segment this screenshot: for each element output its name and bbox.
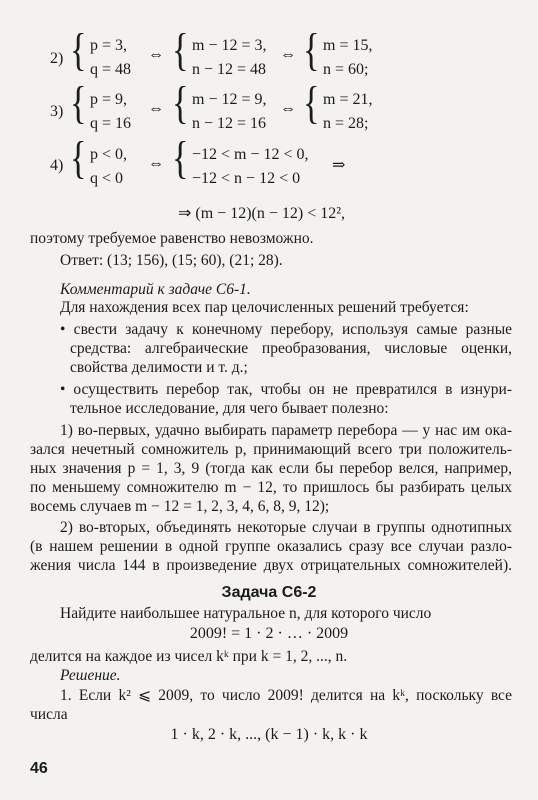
equation: q < 0 [90, 170, 124, 187]
equation: m − 12 = 3, [192, 37, 267, 54]
text-line: зался нечетный сомножитель p, принимающий всего три положитель- [30, 441, 512, 458]
left-brace: { [172, 132, 189, 183]
text-line: поэтому требуемое равенство невозможно. [30, 230, 314, 247]
case-label: 3) [50, 103, 64, 120]
equation: m − 12 = 9, [192, 91, 267, 108]
left-brace: { [70, 24, 87, 75]
text-line: (в нашем решении в одной группе оказались сразу все случаи разло- [30, 538, 512, 555]
product-formula: 1 · k, 2 · k, ..., (k − 1) · k, k · k [170, 726, 368, 743]
implication-formula: ⇒ (m − 12)(n − 12) < 12², [178, 205, 346, 222]
equivalence-arrow: ⇔ [148, 100, 164, 117]
equation: q = 16 [90, 115, 132, 132]
equation: q = 48 [90, 61, 132, 78]
equivalence-arrow: ⇔ [280, 46, 296, 63]
equation: n − 12 = 48 [192, 61, 267, 78]
text-line: по меньшему сомножителю m − 12, то пришлось бы разбирать целых [30, 479, 512, 496]
left-brace: { [172, 24, 189, 75]
left-brace: { [70, 77, 87, 128]
text-line: 1. Если k² ⩽ 2009, то число 2009! делится на kᵏ, поскольку все [60, 687, 512, 704]
case-label: 2) [50, 50, 64, 67]
equivalence-arrow: ⇔ [148, 46, 164, 63]
system-c [323, 34, 372, 82]
factorial-formula: 2009! = 1 · 2 · … · 2009 [189, 625, 349, 642]
answer-line: Ответ: (13; 156), (15; 60), (21; 28). [60, 252, 283, 269]
equation: n − 12 = 16 [192, 115, 267, 132]
text-line: ных значения p = 1, 3, 9 (тогда как если бы перебор велся, например, [30, 460, 512, 477]
comment-title: Комментарий к задаче С6-1. [60, 281, 251, 298]
left-brace: { [172, 77, 189, 128]
page-number: 46 [30, 760, 48, 777]
equation: p = 3, [90, 37, 128, 54]
equation: p = 9, [90, 91, 128, 108]
text-line: делится на каждое из чисел kᵏ при k = 1, 2, ..., n. [30, 648, 348, 665]
solution-title: Решение. [60, 667, 121, 684]
system-a [90, 34, 131, 82]
text-line: 1) во-первых, удачно выбирать параметр перебора — у нас им ока- [60, 422, 512, 439]
text-line: числа [30, 706, 68, 723]
text-line: жения числа 144 в произведение двух отрицательных сомножителей). [30, 557, 512, 574]
system-c [323, 88, 372, 136]
system-b [192, 34, 267, 82]
bullet-line: • свести задачу к конечному перебору, используя самые разные [60, 321, 512, 338]
bullet-line: тельное исследование, для чего бывает полезно: [70, 400, 389, 417]
case-label: 4) [50, 157, 64, 174]
equation: n = 60; [323, 61, 369, 78]
equation: p < 0, [90, 146, 128, 163]
left-brace: { [303, 77, 320, 128]
equation: m = 21, [323, 91, 373, 108]
bullet-line: средства: алгебраические преобразования, числовые оценки, [70, 340, 512, 357]
text-line: Найдите наибольшее натуральное n, для которого число [60, 605, 432, 622]
text-line: Для нахождения всех пар целочисленных решений требуется: [60, 299, 469, 316]
bullet-line: • осуществить перебор так, чтобы он не превратился в изнури- [60, 381, 512, 398]
equivalence-arrow: ⇔ [148, 155, 164, 172]
bullet-line: свойства делимости и т. д.; [70, 359, 248, 376]
system-a [90, 88, 131, 136]
left-brace: { [70, 132, 87, 183]
text-line: восемь случаев m − 12 = 1, 2, 3, 4, 6, 8, 9, 12); [30, 498, 330, 515]
text-line: 2) во-вторых, объединять некоторые случаи в группы однотипных [60, 519, 512, 536]
equation: −12 < m − 12 < 0, [192, 146, 309, 163]
equation: n = 28; [323, 115, 369, 132]
equation: m = 15, [323, 37, 373, 54]
system-a [90, 143, 127, 191]
system-b [192, 88, 267, 136]
system-b [192, 143, 309, 191]
task-title: Задача С6-2 [221, 584, 317, 601]
left-brace: { [303, 24, 320, 75]
equivalence-arrow: ⇔ [280, 100, 296, 117]
implication-arrow: ⇒ [332, 157, 346, 174]
equation: −12 < n − 12 < 0 [192, 170, 301, 187]
